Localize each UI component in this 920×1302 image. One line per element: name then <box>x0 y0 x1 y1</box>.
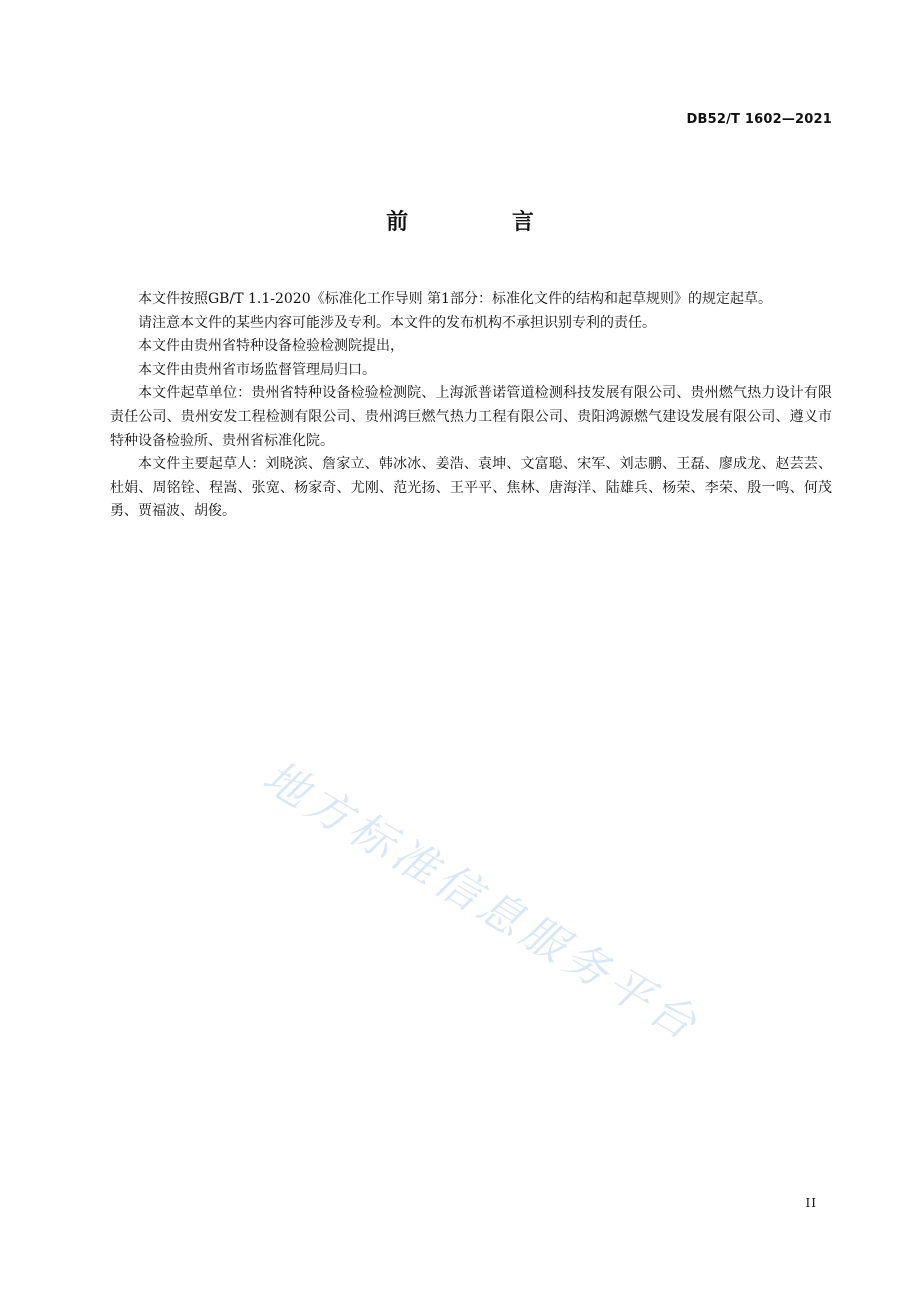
paragraph-patent-notice: 请注意本文件的某些内容可能涉及专利。本文件的发布机构不承担识别专利的责任。 <box>138 314 656 331</box>
paragraph-administrator: 本文件由贵州省市场监督管理局归口。 <box>138 361 376 378</box>
paragraph-main-drafters: 本文件主要起草人：刘晓滨、詹家立、韩冰冰、姜浩、袁坤、文富聪、宋军、刘志鹏、王磊、廖成龙、赵芸芸、杜娟、周铭铨、程嵩、张宽、杨家奇、尤刚、范光扬、王平平、焦林、唐海洋、陆雄兵、杨荣、李荣、殷一鸣、何茂勇、贾福波、胡俊。 <box>110 456 832 520</box>
paragraph-proposer: 本文件由贵州省特种设备检验检测院提出， <box>138 338 404 355</box>
document-code: DB52/T 1602—2021 <box>686 112 832 127</box>
watermark: 地方标准信息服务平台 <box>254 751 710 1053</box>
page-title: 前 言 <box>386 210 582 235</box>
paragraph-drafting-units: 本文件起草单位：贵州省特种设备检验检测院、上海派普诺管道检测科技发展有限公司、贵州燃气热力设计有限责任公司、贵州安发工程检测有限公司、贵州鸿巨燃气热力工程有限公司、贵阳鸿源燃气建设发展有限公司、遵义市特种设备检验所、贵州省标准化院。 <box>110 385 832 449</box>
foreword-body <box>110 288 832 524</box>
paragraph-standard-basis: 本文件按照GB/T 1.1-2020《标准化工作导则 第1部分：标准化文件的结构和起草规则》的规定起草。 <box>138 291 772 307</box>
page-number: II <box>805 1196 817 1210</box>
